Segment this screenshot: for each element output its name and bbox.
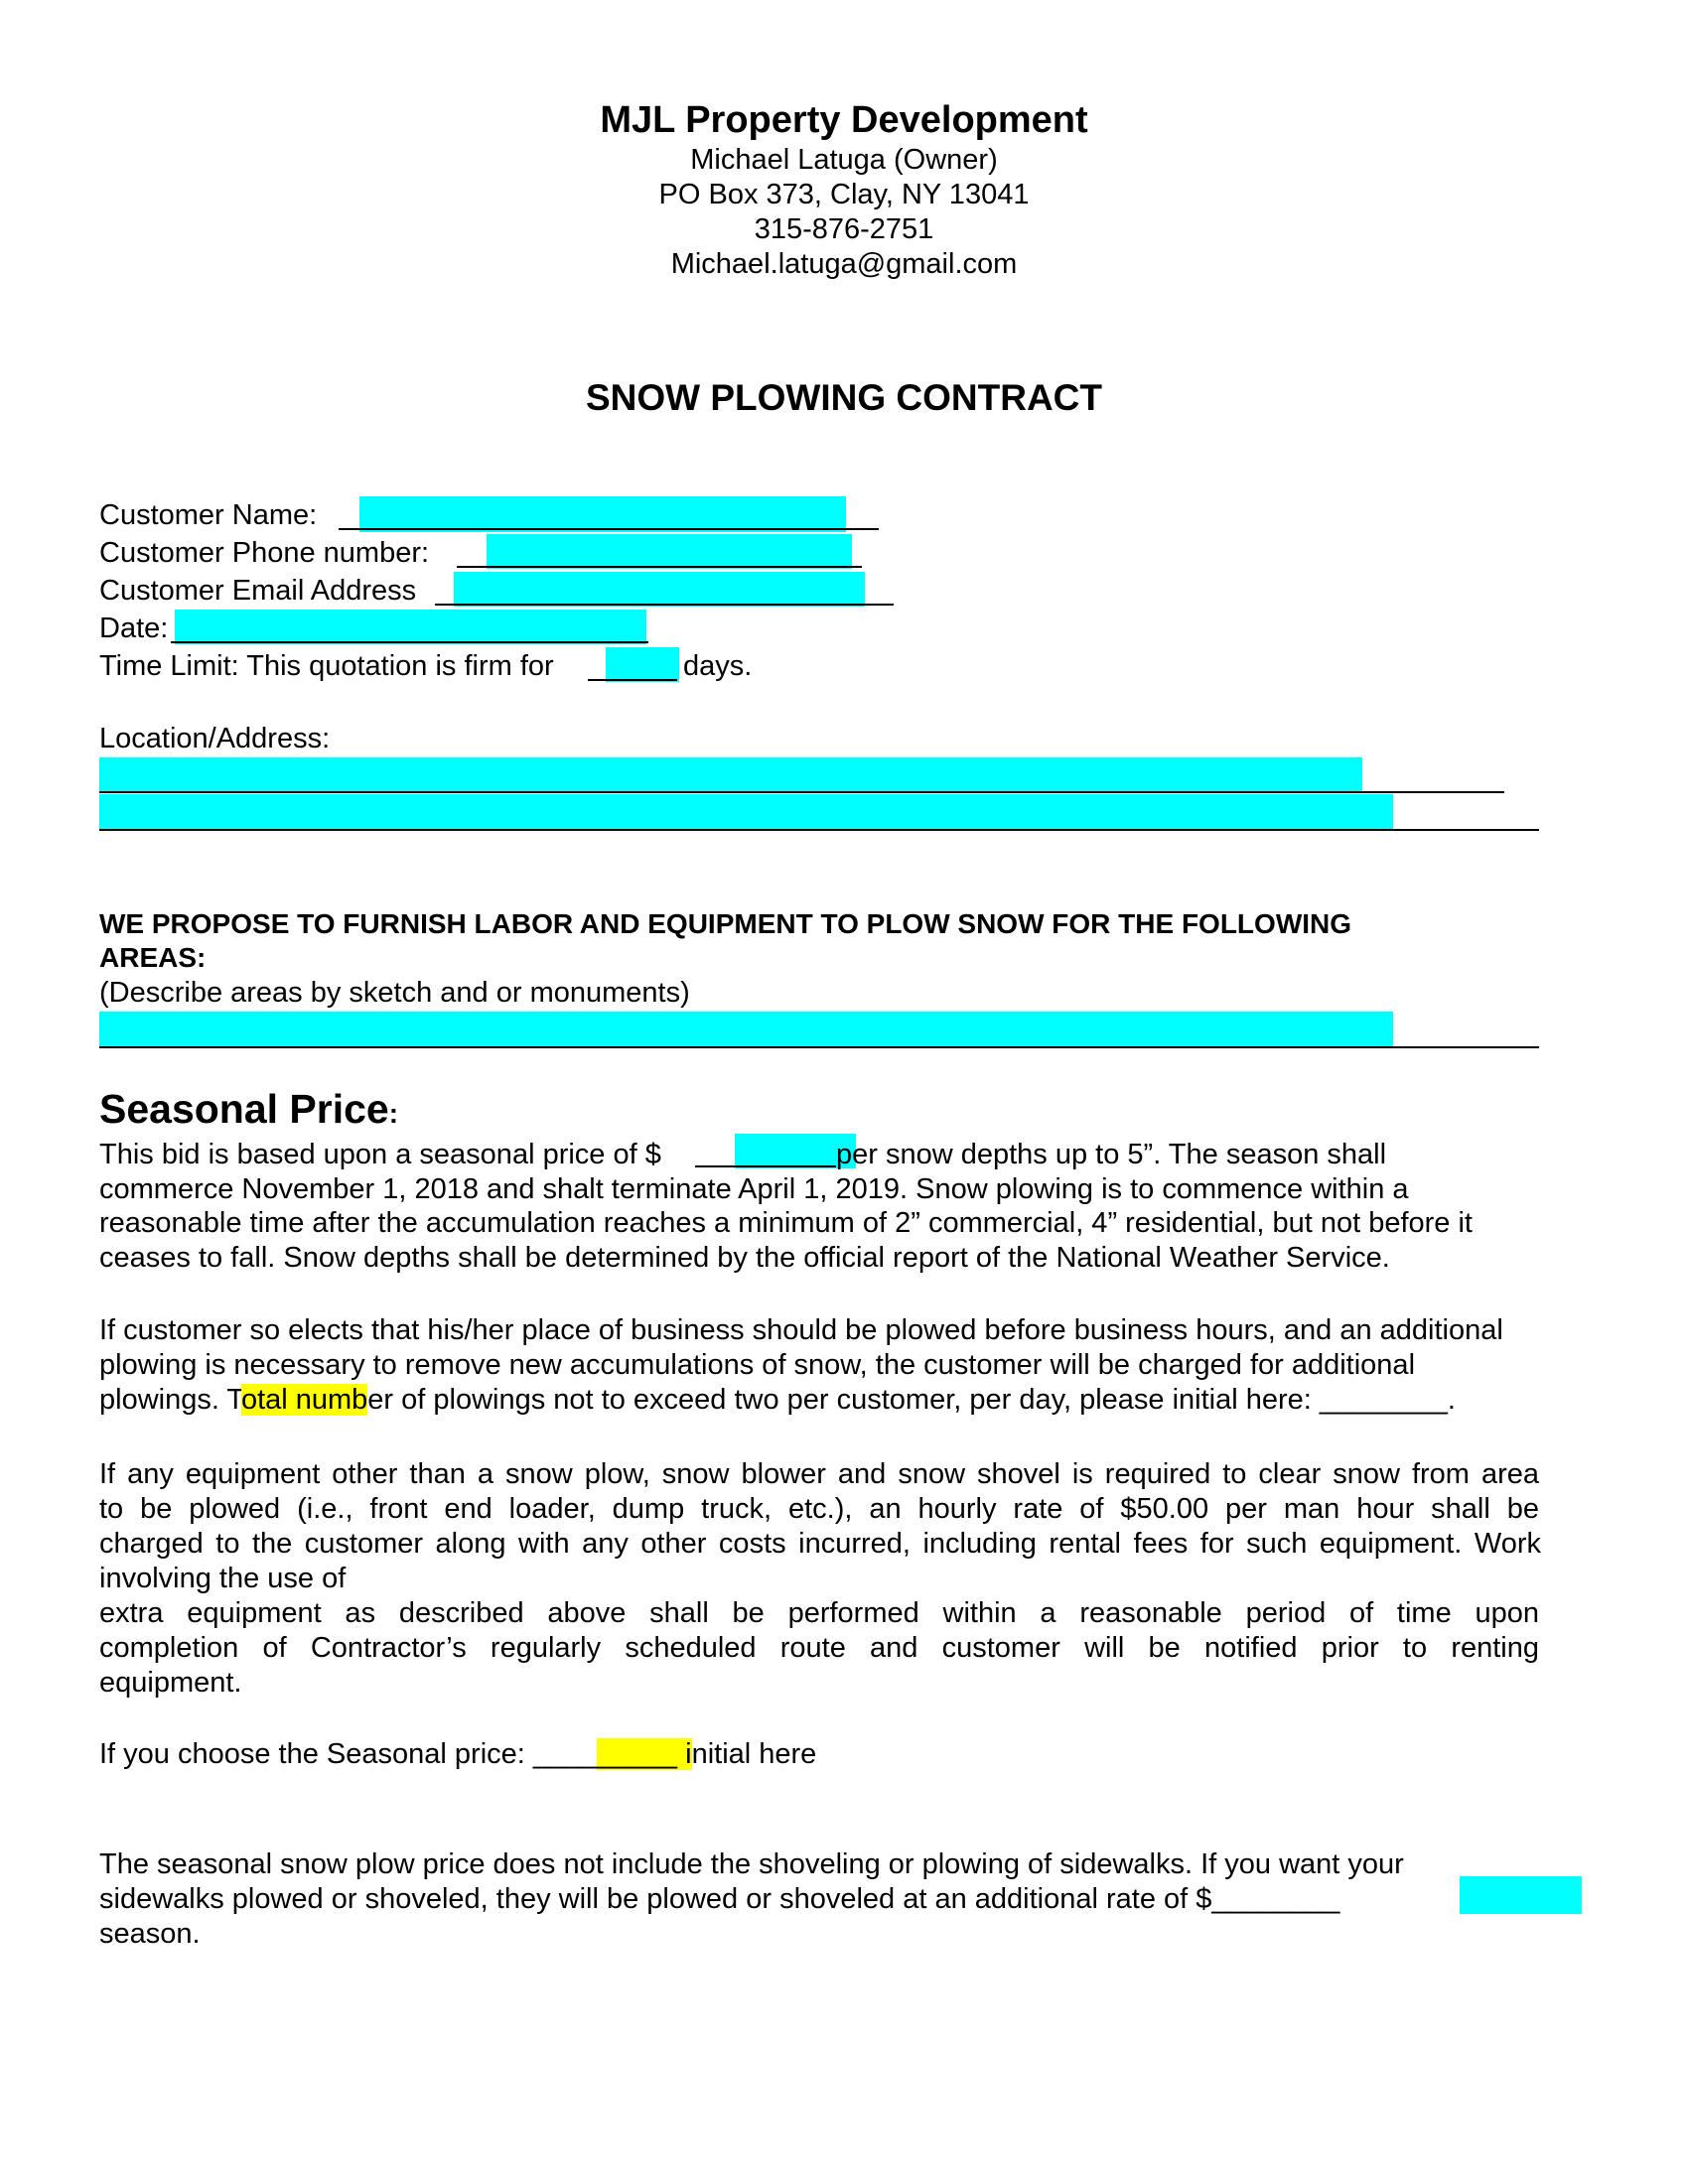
- total-number-highlight: otal numb: [240, 1384, 368, 1416]
- p3-line1: If any equipment other than a snow plow, snow blower and snow shovel is required to clear snow from area: [99, 1458, 1539, 1490]
- p2-line3-end: er of plowings not to exceed two per customer, per day, please initial here: ________.: [367, 1384, 1456, 1416]
- date-label: Date:: [99, 613, 169, 644]
- p3-line2: to be plowed (i.e., front end loader, dump truck, etc.), an hourly rate of $50.00 per man hour shall be: [99, 1493, 1539, 1525]
- time-limit-label: Time Limit: This quotation is firm for: [99, 650, 554, 682]
- choose-seasonal-end: nitial here: [691, 1738, 817, 1770]
- p4-line3: season.: [99, 1918, 201, 1950]
- p1-line3: reasonable time after the accumulation reaches a minimum of 2” commercial, 4” residential, but not before it: [99, 1207, 1473, 1239]
- p3-line3: charged to the customer along with any other costs incurred, including rental fees for such equipment. Work: [99, 1528, 1541, 1560]
- proposal-heading-line1: WE PROPOSE TO FURNISH LABOR AND EQUIPMENT TO PLOW SNOW FOR THE FOLLOWING: [99, 908, 1352, 939]
- choose-seasonal-highlight: _____ i: [597, 1738, 692, 1770]
- time-limit-field[interactable]: [588, 647, 679, 681]
- customer-email-field[interactable]: [454, 572, 894, 606]
- initial-seasonal-field[interactable]: [556, 1737, 715, 1771]
- sidewalk-rate-field[interactable]: [1271, 1876, 1582, 1914]
- p3-line4: involving the use of: [99, 1563, 347, 1594]
- customer-name-label: Customer Name:: [99, 499, 318, 531]
- owner-name: Michael Latuga (Owner): [690, 144, 998, 176]
- choose-seasonal-start: If you choose the Seasonal price: ____: [99, 1738, 598, 1770]
- p3-line7: equipment.: [99, 1667, 242, 1699]
- customer-phone-label: Customer Phone number:: [99, 537, 430, 569]
- p3-line5: extra equipment as described above shall be performed within a reasonable period of time upon: [99, 1597, 1539, 1629]
- p3-line6: completion of Contractor’s regularly scheduled route and customer will be notified prior to renting: [99, 1632, 1539, 1664]
- seasonal-heading-text: Seasonal Price: [99, 1086, 389, 1132]
- p2-line2: plowing is necessary to remove new accumulations of snow, the customer will be charged for additional: [99, 1349, 1416, 1381]
- company-email: Michael.latuga@gmail.com: [670, 248, 1018, 280]
- p1-line1-start: This bid is based upon a seasonal price of $: [99, 1139, 661, 1170]
- company-address: PO Box 373, Clay, NY 13041: [658, 179, 1030, 210]
- seasonal-heading-colon: :: [388, 1098, 399, 1129]
- areas-underline: [99, 1046, 1539, 1048]
- location-label: Location/Address:: [99, 723, 331, 754]
- proposal-describe: (Describe areas by sketch and or monuments): [99, 977, 690, 1009]
- location-line2-field[interactable]: [99, 794, 1539, 829]
- seasonal-price-field[interactable]: [695, 1134, 836, 1167]
- location-line2-underline: [99, 829, 1539, 831]
- p4-line2: sidewalks plowed or shoveled, they will be plowed or shoveled at an additional rate of $________: [99, 1883, 1340, 1915]
- company-phone: 315-876-2751: [754, 213, 934, 245]
- p2-line3: [99, 1383, 1456, 1417]
- customer-email-label: Customer Email Address: [99, 575, 417, 607]
- date-field[interactable]: [175, 610, 648, 643]
- p2-line3-start: plowings. T: [99, 1384, 241, 1416]
- p1-line2: commerce November 1, 2018 and shalt terminate April 1, 2019. Snow plowing is to commence within a: [99, 1173, 1409, 1205]
- location-line1-field[interactable]: [99, 757, 1504, 791]
- p2-line1: If customer so elects that his/her place of business should be plowed before business hours, and an additional: [99, 1314, 1503, 1346]
- location-line1-underline: [99, 791, 1504, 793]
- customer-phone-field[interactable]: [487, 534, 862, 568]
- p4-line1: The seasonal snow plow price does not include the shoveling or plowing of sidewalks. If you want your: [99, 1848, 1404, 1880]
- company-name: MJL Property Development: [600, 99, 1088, 141]
- areas-field[interactable]: [99, 1012, 1539, 1046]
- customer-name-field[interactable]: [359, 496, 879, 530]
- p1-line1-end: per snow depths up to 5”. The season shall: [836, 1139, 1387, 1170]
- contract-title: SNOW PLOWING CONTRACT: [585, 377, 1102, 418]
- seasonal-heading: [99, 1086, 398, 1133]
- time-limit-days: days.: [683, 650, 753, 682]
- proposal-heading-line2: AREAS:: [99, 942, 207, 973]
- initial-plowings-field[interactable]: [1390, 1383, 1527, 1417]
- p1-line4: ceases to fall. Snow depths shall be determined by the official report of the National Weather Service.: [99, 1242, 1390, 1274]
